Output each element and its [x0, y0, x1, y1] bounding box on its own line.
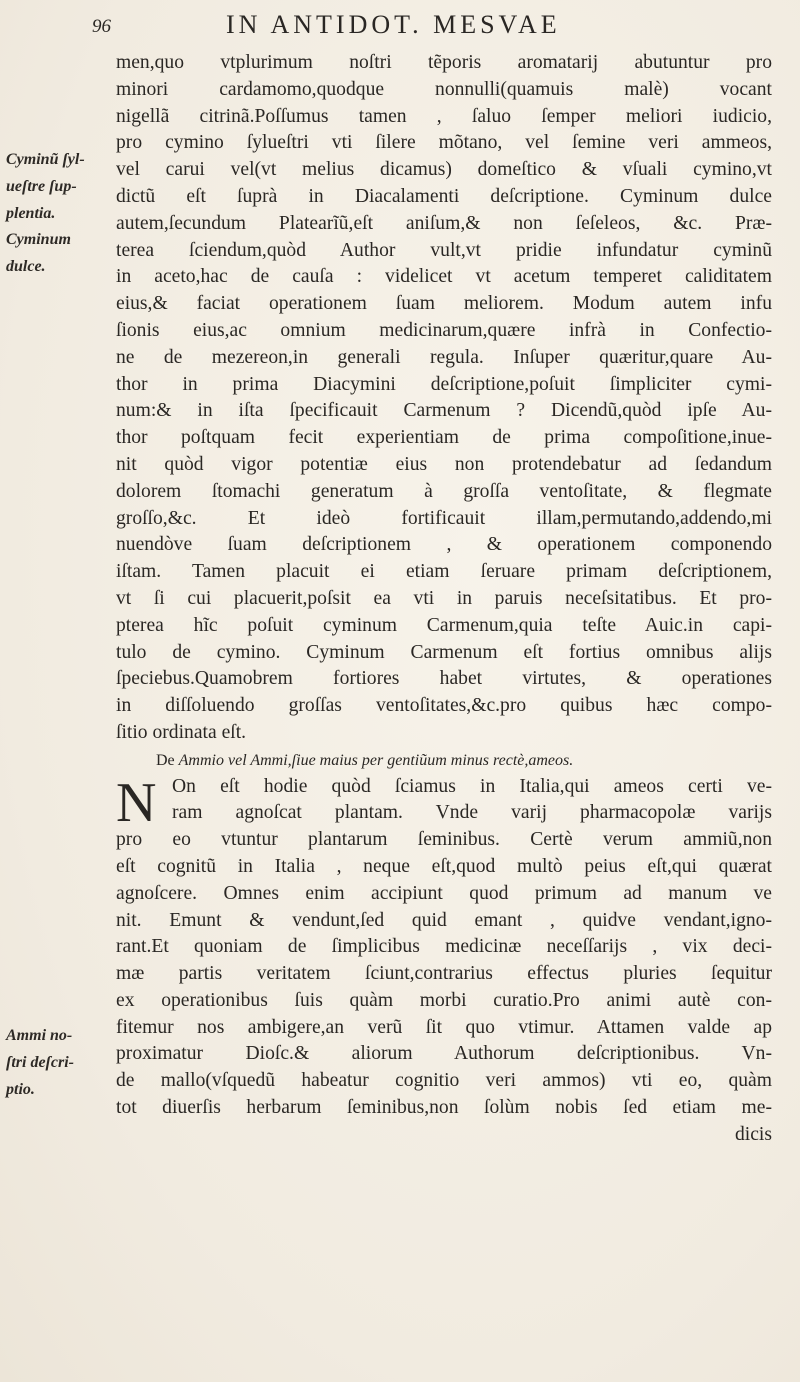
margin-note-cyminum-sylvestre	[6, 146, 110, 227]
running-head: IN ANTIDOT. MESVAE	[226, 10, 561, 39]
text-line: pterea hĩc poſuit cyminum Carmenum,quia teſte Auic.in capi-	[116, 614, 772, 636]
text-line: dolorem ſtomachi generatum à groſſa ventoſitate, & flegmate	[116, 480, 772, 502]
text-line: ſitio ordinata eſt.	[116, 721, 247, 743]
text-line: ſionis eius,ac omnium medicinarum,quære infrà in Confectio-	[116, 319, 772, 341]
text-line: mæ partis veritatem ſciunt,contrarius effectus pluries ſequitur	[116, 963, 772, 985]
text-line: groſſo,&c. Et ideò fortificauit illam,permutando,addendo,mi	[116, 507, 772, 529]
text-line: proximatur Dioſc.& aliorum Authorum deſcriptionibus. Vn-	[116, 1043, 772, 1065]
margin-note-line: ſtri deſcri-	[6, 1054, 74, 1071]
text-line: ſpeciebus.Quamobrem fortiores habet virtutes, & operationes	[116, 668, 772, 690]
paragraph-ammi-lines	[116, 771, 772, 1122]
text-line: ex operationibus ſuis quàm morbi curatio.Pro animi autè con-	[116, 989, 772, 1011]
margin-note-ammi	[6, 1022, 110, 1103]
text-line: nit quòd vigor potentiæ eius non protendebatur ad ſedandum	[116, 453, 772, 475]
margin-note-cyminum-dulce	[6, 226, 110, 280]
page-number: 96	[92, 16, 111, 37]
catchword: dicis	[734, 1123, 772, 1145]
text-line: pro cymino ſylueſtri vti ſilere mõtano, vel ſemine veri ammeos,	[116, 132, 772, 154]
text-line: nuendòve ſuam deſcriptionem , & operationem componendo	[116, 534, 772, 556]
text-line: agnoſcere. Omnes enim accipiunt quod primum ad manum ve	[116, 882, 772, 904]
text-line: minori cardamomo,quodque nonnulli(quamuis malè) vocant	[116, 78, 772, 100]
heading-prefix: De	[156, 751, 179, 769]
margin-note-line: Cyminum	[6, 231, 71, 248]
heading-title: Ammio vel Ammi,ſiue maius per gentiũum minus rectè,ameos.	[178, 751, 574, 769]
text-line: men,quo vtplurimum noſtri tẽporis aromatarij abutuntur pro	[116, 52, 772, 73]
margin-note-line: Ammi no-	[6, 1027, 73, 1044]
text-line: in diſſoluendo groſſas ventoſitates,&c.pro quibus hæc compo-	[116, 695, 772, 717]
text-line: eſt cognitũ in Italia , neque eſt,quod multò peius eſt,qui quærat	[116, 855, 772, 877]
margin-note-line: plentia.	[6, 205, 56, 222]
text-line: terea ſciendum,quòd Author vult,vt pridie infundatur cyminũ	[116, 239, 772, 261]
text-line: thor in prima Diacymini deſcriptione,poſuit ſimpliciter cymi-	[116, 373, 772, 395]
text-line: tot diuerſis herbarum ſeminibus,non ſolùm nobis ſed etiam me-	[116, 1097, 772, 1119]
text-line: tulo de cymino. Cyminum Carmenum eſt fortius omnibus alijs	[116, 641, 772, 663]
text-line: num:& in iſta ſpecificauit Carmenum ? Dicendũ,quòd ipſe Au-	[116, 400, 772, 422]
main-text	[116, 50, 772, 1149]
text-line: ne de mezereon,in generali regula. Inſuper quæritur,quare Au-	[116, 346, 772, 368]
text-line: iſtam. Tamen placuit ei etiam ſeruare primam deſcriptionem,	[116, 561, 772, 583]
text-line: de mallo(vſquedũ habeatur cognitio veri ammos) vti eo, quàm	[116, 1070, 772, 1092]
section-heading	[116, 747, 772, 774]
text-line: eius,& faciat operationem ſuam meliorem. Modum autem infu	[116, 293, 772, 315]
paragraph-ammi	[116, 771, 772, 1149]
text-line: thor poſtquam fecit experientiam de prima compoſitione,inue-	[116, 427, 772, 449]
text-line: fitemur nos ambigere,an verũ ſit quo vtimur. Attamen valde ap	[116, 1016, 772, 1038]
margin-note-line: dulce.	[6, 258, 46, 275]
text-line: vel carui vel(vt melius dicamus) domeſtico & vſuali cymino,vt	[116, 159, 772, 181]
text-line: vt ſi cui placuerit,poſsit ea vti in paruis neceſsitatibus. Et pro-	[116, 587, 772, 609]
text-line: dictũ eſt ſuprà in Diacalamenti deſcriptione. Cyminum dulce	[116, 185, 772, 207]
paragraph-cyminum	[116, 50, 772, 747]
text-line: On eſt hodie quòd ſciamus in Italia,qui ameos certi ve-	[172, 775, 772, 797]
text-line: in aceto,hac de cauſa : videlicet vt acetum temperet caliditatem	[116, 266, 772, 288]
text-line: rant.Et quoniam de ſimplicibus medicinæ neceſſarijs , vix deci-	[116, 936, 772, 958]
text-line: autem,ſecundum Platearĩũ,eſt aniſum,& non ſeſeleos, &c. Præ-	[116, 212, 772, 234]
margin-note-line: ptio.	[6, 1081, 35, 1098]
initial-letter: N	[116, 771, 157, 834]
margin-note-line: Cyminũ ſyl-	[6, 151, 85, 168]
text-line: pro eo vtuntur plantarum ſeminibus. Certè verum ammiũ,non	[116, 829, 772, 851]
text-line: nigellã citrinã.Poſſumus tamen , ſaluo ſemper meliori iudicio,	[116, 105, 772, 127]
margin-note-line: ueſtre ſup-	[6, 178, 77, 195]
text-line: nit. Emunt & vendunt,ſed quid emant , quidve vendant,igno-	[116, 909, 772, 931]
text-line: ram agnoſcat plantam. Vnde varij pharmacopolæ varijs	[172, 802, 772, 824]
